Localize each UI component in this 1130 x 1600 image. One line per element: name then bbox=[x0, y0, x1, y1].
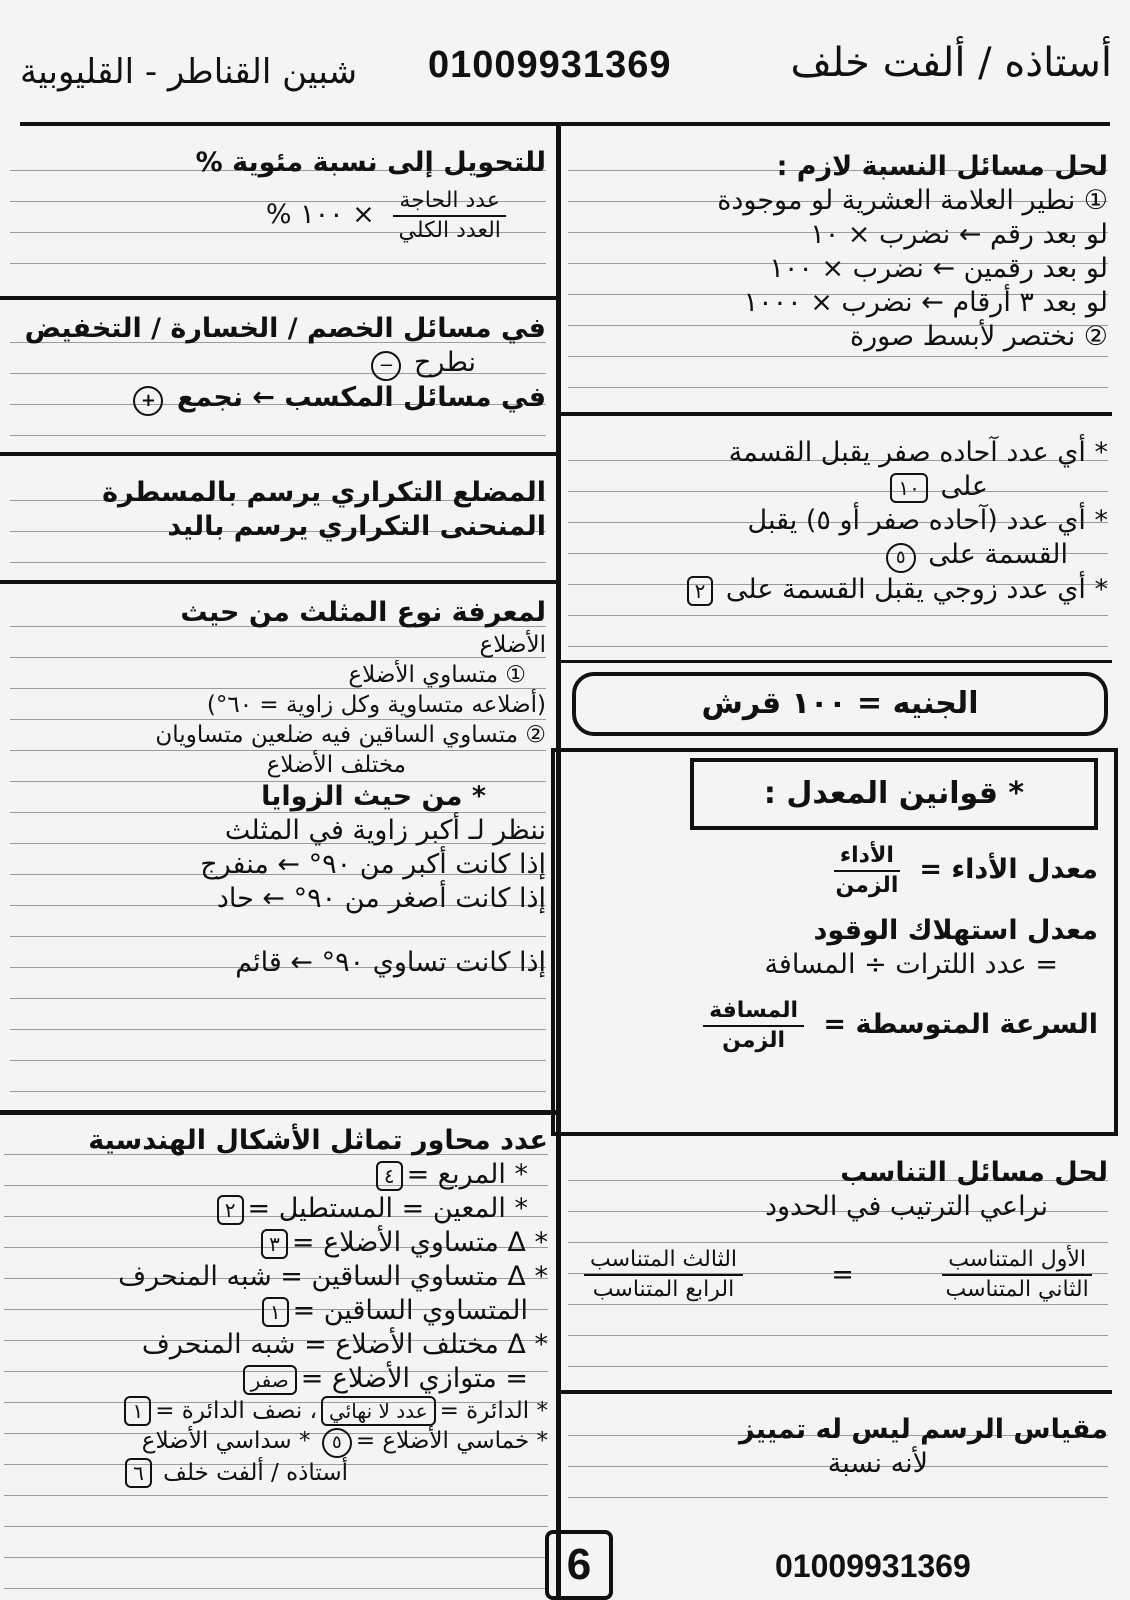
proportion-right-fraction bbox=[584, 1246, 743, 1304]
angle-line: إذا كانت أصغر من ٩٠° ← حاد bbox=[216, 883, 546, 914]
triangle-line: مختلف الأضلاع bbox=[266, 752, 406, 778]
discount-line: في مسائل المكسب ← نجمع bbox=[176, 382, 546, 413]
triangle-line: (أضلاعه متساوية وكل زاوية = ٦٠°) bbox=[206, 692, 546, 718]
scale-section bbox=[568, 1405, 1108, 1515]
symmetry-section bbox=[4, 1124, 548, 1594]
triangle-title2: الأضلاع bbox=[479, 632, 546, 658]
percent-multiplier: × ١٠٠ % bbox=[265, 199, 375, 230]
answer-box: صفر bbox=[243, 1365, 297, 1395]
rule-line: القسمة على bbox=[928, 539, 1068, 570]
rates-title-box bbox=[690, 758, 1098, 830]
location: شبين القناطر - القليوبية bbox=[20, 52, 358, 92]
symmetry-line: * سداسي الأضلاع bbox=[141, 1428, 311, 1454]
minus-icon: − bbox=[371, 351, 401, 381]
rule-line: لو بعد رقم ← نضرب × ١٠ bbox=[810, 219, 1108, 250]
rates-title: * قوانين المعدل : bbox=[763, 776, 1025, 811]
frequency-line: المضلع التكراري يرسم بالمسطرة bbox=[102, 477, 546, 508]
scale-line: مقياس الرسم ليس له تمييز bbox=[739, 1414, 1108, 1445]
angle-line: إذا كانت تساوي ٩٠° ← قائم bbox=[235, 947, 546, 978]
symmetry-line: * خماسي الأضلاع = bbox=[355, 1428, 548, 1454]
rule-line: * أي عدد زوجي يقبل القسمة على bbox=[725, 574, 1108, 605]
angle-line: ننظر لـ أكبر زاوية في المثلث bbox=[224, 815, 546, 846]
phone-number: 01009931369 bbox=[428, 44, 672, 86]
answer-box: ١ bbox=[124, 1396, 151, 1426]
performance-fraction bbox=[834, 842, 900, 900]
section-title: لحل مسائل النسبة لازم : bbox=[776, 151, 1108, 182]
percent-rules-section bbox=[568, 140, 1108, 410]
fraction-numerator: الأداء bbox=[834, 842, 900, 872]
performance-label: معدل الأداء = bbox=[919, 854, 1098, 885]
answer-box: ٢ bbox=[687, 576, 714, 606]
speed-label: السرعة المتوسطة = bbox=[823, 1009, 1098, 1040]
discount-line: في مسائل الخصم / الخسارة / التخفيض bbox=[24, 313, 546, 344]
answer-box: ٦ bbox=[125, 1458, 152, 1488]
proportion-section bbox=[568, 1150, 1108, 1380]
answer-box: ٣ bbox=[261, 1229, 288, 1259]
answer-box: ٤ bbox=[376, 1161, 403, 1191]
fraction-denominator: الثاني المتناسب bbox=[945, 1277, 1089, 1302]
answer-box: ١ bbox=[262, 1297, 289, 1327]
proportion-sub: نراعي الترتيب في الحدود bbox=[764, 1191, 1048, 1222]
divider bbox=[0, 296, 556, 300]
signature: أستاذه / ألفت خلف bbox=[163, 1460, 348, 1486]
to-percent-section bbox=[10, 140, 546, 290]
discount-line: نطرح bbox=[414, 347, 476, 378]
plus-icon: + bbox=[133, 386, 163, 416]
angles-title: * من حيث الزوايا bbox=[261, 781, 486, 812]
rule-line: * أي عدد (آحاده صفر أو ٥) يقبل bbox=[747, 505, 1108, 536]
page-header bbox=[0, 0, 1130, 118]
fraction-denominator: الزمن bbox=[835, 872, 899, 898]
to-percent-title: للتحويل إلى نسبة مئوية % bbox=[195, 147, 546, 178]
fuel-title: معدل استهلاك الوقود bbox=[813, 915, 1098, 946]
proportion-title: لحل مسائل التناسب bbox=[840, 1157, 1108, 1188]
frequency-line: المنحنى التكراري يرسم باليد bbox=[167, 511, 546, 542]
fraction-denominator: العدد الكلي bbox=[398, 217, 501, 243]
header-rule bbox=[20, 122, 1110, 126]
percent-fraction bbox=[393, 187, 506, 245]
rule-line: على bbox=[940, 471, 988, 502]
fraction-numerator: الأول المتناسب bbox=[942, 1246, 1092, 1276]
symmetry-title: عدد محاور تماثل الأشكال الهندسية bbox=[88, 1125, 548, 1156]
angle-line: إذا كانت أكبر من ٩٠° ← منفرج bbox=[200, 849, 546, 880]
fraction-numerator: الثالث المتناسب bbox=[584, 1246, 743, 1276]
equals-sign: = bbox=[831, 1259, 854, 1290]
divider bbox=[560, 1390, 1112, 1394]
symmetry-line: * Δ متساوي الساقين = شبه المنحرف bbox=[118, 1261, 548, 1292]
symmetry-line: = متوازي الأضلاع = bbox=[300, 1363, 528, 1394]
fraction-numerator: المسافة bbox=[703, 997, 804, 1027]
symmetry-line: المتساوي الساقين = bbox=[292, 1295, 528, 1326]
footer-phone: 01009931369 bbox=[775, 1548, 971, 1584]
speed-fraction bbox=[703, 997, 804, 1055]
symmetry-line: * المربع = bbox=[406, 1159, 528, 1190]
divider bbox=[560, 412, 1112, 416]
triangle-line: ② متساوي الساقين فيه ضلعين متساويان bbox=[155, 722, 546, 748]
fraction-denominator: الزمن bbox=[722, 1027, 785, 1053]
answer-circle: ٥ bbox=[322, 1428, 352, 1458]
answer-circle: ٥ bbox=[886, 543, 916, 573]
divider bbox=[560, 660, 1112, 663]
triangle-line: ① متساوي الأضلاع bbox=[348, 662, 526, 688]
symmetry-line: ، نصف الدائرة = bbox=[155, 1398, 318, 1424]
scale-line: لأنه نسبة bbox=[827, 1448, 928, 1479]
frequency-section bbox=[10, 470, 546, 570]
answer-box: ٢ bbox=[217, 1195, 244, 1225]
fraction-denominator: الرابع المتناسب bbox=[592, 1277, 735, 1302]
rule-line: * أي عدد آحاده صفر يقبل القسمة bbox=[728, 437, 1108, 468]
answer-box: ١٠ bbox=[890, 473, 927, 503]
divider bbox=[0, 1110, 556, 1115]
proportion-left-fraction bbox=[942, 1246, 1092, 1304]
fraction-numerator: عدد الحاجة bbox=[393, 187, 506, 217]
fuel-formula: = عدد اللترات ÷ المسافة bbox=[764, 949, 1058, 980]
symmetry-line: * Δ متساوي الأضلاع = bbox=[291, 1227, 548, 1258]
teacher-name: أستاذه / ألفت خلف bbox=[790, 40, 1112, 86]
discount-section bbox=[10, 312, 546, 442]
rates-body bbox=[570, 840, 1098, 1120]
page-number: 6 bbox=[545, 1530, 613, 1600]
symmetry-line: * Δ مختلف الأضلاع = شبه المنحرف bbox=[141, 1329, 548, 1360]
triangle-title: لمعرفة نوع المثلث من حيث bbox=[180, 597, 546, 628]
divider bbox=[0, 580, 556, 584]
divisibility-section bbox=[568, 430, 1108, 655]
symmetry-line: * المعين = المستطيل = bbox=[247, 1193, 528, 1224]
rule-line: لو بعد ٣ أرقام ← نضرب × ١٠٠٠ bbox=[743, 287, 1108, 318]
divider bbox=[0, 452, 556, 456]
proportion-formula bbox=[568, 1246, 1108, 1304]
pound-box bbox=[572, 672, 1108, 736]
rule-line: ② نختصر لأبسط صورة bbox=[849, 321, 1108, 352]
symmetry-line: * الدائرة = bbox=[439, 1398, 548, 1424]
answer-box: عدد لا نهائي bbox=[321, 1396, 436, 1426]
triangle-section bbox=[10, 596, 546, 1096]
rule-line: لو بعد رقمين ← نضرب × ١٠٠ bbox=[769, 253, 1108, 284]
pound-rule: الجنيه = ١٠٠ قرش bbox=[701, 686, 979, 721]
rule-line: ① نطير العلامة العشرية لو موجودة bbox=[717, 185, 1108, 216]
